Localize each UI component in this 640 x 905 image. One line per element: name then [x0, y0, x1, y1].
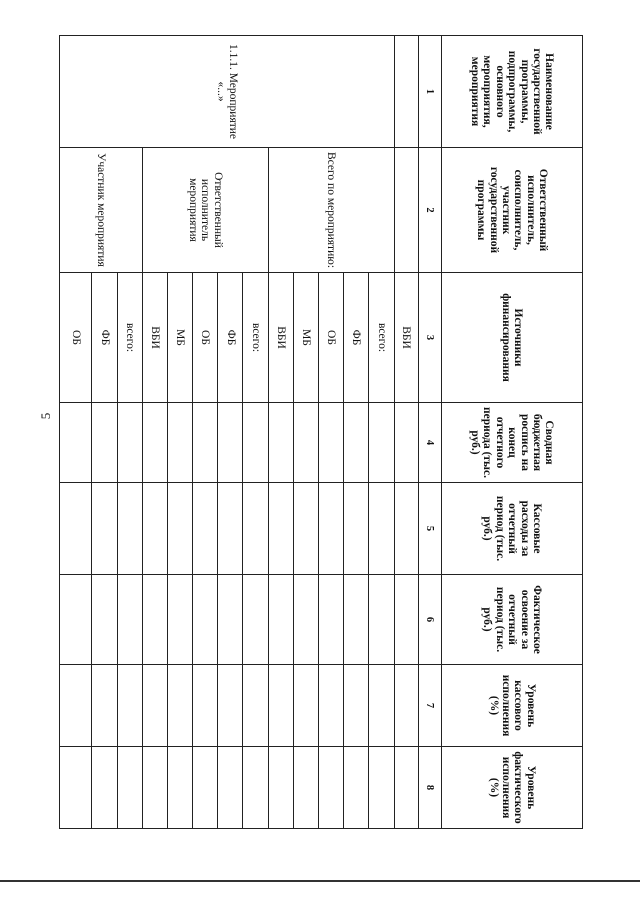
- header-cash-expenses: Кассовые расходы за отчетный период (тыс. руб.): [441, 483, 582, 575]
- column-number: 7: [418, 665, 441, 747]
- column-number: 6: [418, 575, 441, 665]
- source-cell: всего:: [117, 273, 142, 403]
- activity-name: 1.1.1. Мероприятие «...»: [60, 36, 395, 148]
- source-cell: ОБ: [60, 273, 92, 403]
- column-number-row: [418, 36, 441, 829]
- column-number: 4: [418, 403, 441, 483]
- table-row: [243, 36, 268, 829]
- source-cell: всего:: [369, 273, 394, 403]
- header-actual-level: Уровень фактического исполнения (%): [441, 747, 582, 829]
- source-cell: МБ: [167, 273, 192, 403]
- column-number: 5: [418, 483, 441, 575]
- source-cell: МБ: [293, 273, 318, 403]
- header-actual-spending: Фактическое освоение за отчетный период (тыс. руб.): [441, 575, 582, 665]
- source-cell: ВБИ: [268, 273, 293, 403]
- group-participant-label: Участник мероприятия: [60, 148, 143, 273]
- column-number: 2: [418, 148, 441, 273]
- source-cell: ВБИ: [394, 273, 418, 403]
- footer-rule: [0, 880, 640, 882]
- page-number: 5: [38, 412, 53, 420]
- source-cell: ОБ: [193, 273, 218, 403]
- source-cell: ФБ: [92, 273, 117, 403]
- header-budget-schedule: Сводная бюджетная роспись на конец отчетного периода (тыс. руб.): [441, 403, 582, 483]
- source-cell: ВБИ: [142, 273, 167, 403]
- group-total-label: Всего по мероприятию:: [268, 148, 394, 273]
- source-cell: ФБ: [218, 273, 243, 403]
- source-cell: ФБ: [344, 273, 369, 403]
- header-row: [441, 36, 582, 829]
- header-name: Наименование государственной программы, подпрограммы, основного мероприятия, мероприятия: [441, 36, 582, 148]
- column-number: 8: [418, 747, 441, 829]
- column-number: 1: [418, 36, 441, 148]
- report-table: [59, 35, 583, 829]
- header-responsible: Ответственный исполнитель, соисполнитель, участник государственной программы: [441, 148, 582, 273]
- header-sources: Источники финансирования: [441, 273, 582, 403]
- source-cell: всего:: [243, 273, 268, 403]
- report-sheet: [59, 35, 583, 828]
- source-cell: ОБ: [319, 273, 344, 403]
- table-row: [394, 36, 418, 829]
- header-cash-level: Уровень кассового исполнения (%): [441, 665, 582, 747]
- table-row: [369, 36, 394, 829]
- column-number: 3: [418, 273, 441, 403]
- table-row: [117, 36, 142, 829]
- group-responsible-label: Ответственный исполнитель мероприятия: [142, 148, 268, 273]
